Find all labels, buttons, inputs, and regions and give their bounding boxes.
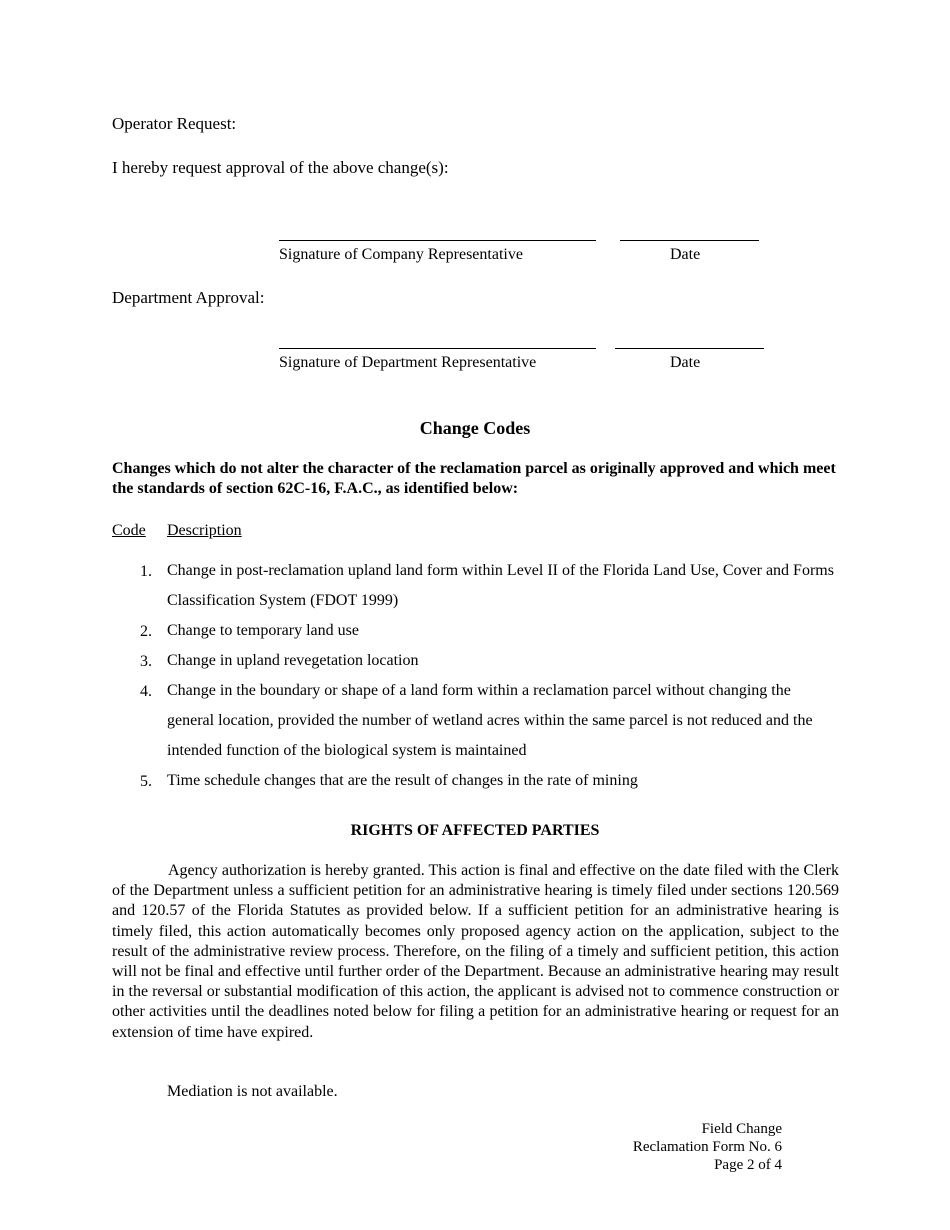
list-item-number: 4. — [140, 683, 152, 700]
department-date-label: Date — [670, 354, 701, 371]
description-column-header: Description — [167, 522, 242, 539]
company-date-line — [620, 240, 759, 241]
operator-request-statement: I hereby request approval of the above change(s): — [112, 158, 449, 177]
company-signature-label: Signature of Company Representative — [279, 246, 523, 263]
rights-paragraph: Agency authorization is hereby granted. This action is final and effective on the date filed with the Clerk of the Department unless a sufficient petition for an administrative hearing is timely filed under sections 120.569 and 120.57 of the Florida Statutes as provided below. If a sufficient petition for an administrative hearing is timely filed, this action automatically becomes only proposed agency action on the application, subject to the result of the administrative review process. Therefore, on the filing of a timely and sufficient petition, this action will not be final and effective until further order of the Department. Because an administrative hearing may result in the reversal or substantial modification of this action, the applicant is advised not to commence construction or other activities until the deadlines noted below for filing a petition for an administrative hearing or request for an extension of time have expired. — [112, 862, 839, 1041]
footer-form-type: Field Change — [701, 1121, 782, 1137]
mediation-statement: Mediation is not available. — [167, 1083, 338, 1100]
list-item-text: Change in post-reclamation upland land form within Level II of the Florida Land Use, Cover and Forms Classification System (FDOT 1999) — [167, 562, 834, 609]
list-item-text: Change in upland revegetation location — [167, 652, 419, 669]
department-signature-label: Signature of Department Representative — [279, 354, 537, 371]
list-item-text: Change to temporary land use — [167, 622, 359, 639]
department-approval-title: Department Approval: — [112, 288, 265, 307]
footer-form-number: Reclamation Form No. 6 — [632, 1139, 782, 1155]
company-date-label: Date — [670, 246, 701, 263]
change-codes-heading: Change Codes — [419, 418, 531, 438]
list-item-number: 3. — [140, 653, 152, 670]
department-signature-line — [279, 348, 596, 349]
rights-heading: RIGHTS OF AFFECTED PARTIES — [350, 822, 600, 839]
operator-request-title: Operator Request: — [112, 114, 237, 133]
code-column-header: Code — [112, 522, 146, 539]
list-item-number: 5. — [140, 773, 152, 790]
list-item-number: 1. — [140, 563, 152, 580]
department-date-line — [615, 348, 764, 349]
list-item-number: 2. — [140, 623, 152, 640]
footer-page-number: Page 2 of 4 — [714, 1157, 782, 1173]
list-item-text: Time schedule changes that are the result of changes in the rate of mining — [167, 772, 638, 789]
list-item-text: Change in the boundary or shape of a land form within a reclamation parcel without changing the general location, provided the number of wetland acres within the same parcel is not reduced and the intended function of the biological system is maintained — [167, 682, 813, 759]
company-signature-line — [279, 240, 596, 241]
change-codes-intro: Changes which do not alter the character of the reclamation parcel as originally approved and which meet the standards of section 62C-16, F.A.C., as identified below: — [112, 460, 836, 497]
